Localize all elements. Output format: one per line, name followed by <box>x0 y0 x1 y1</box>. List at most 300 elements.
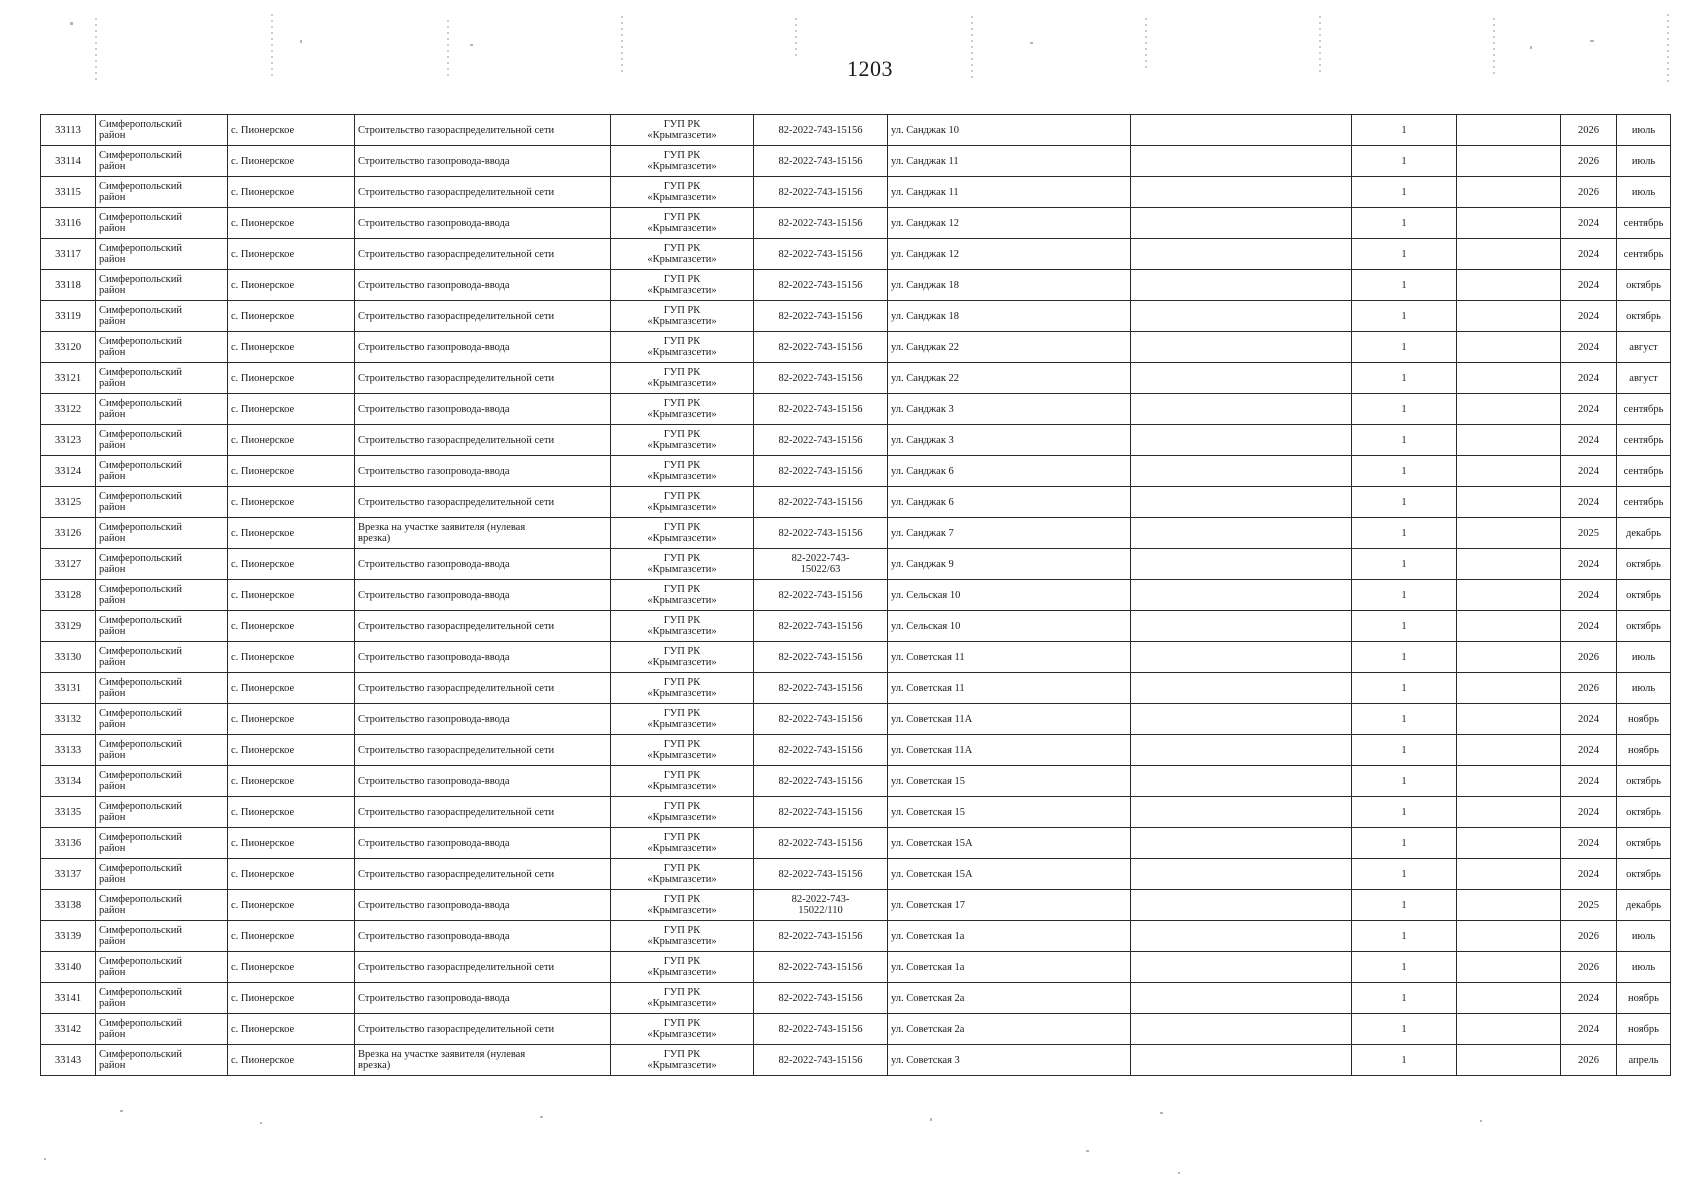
year-cell: 2026 <box>1561 1045 1617 1076</box>
organization-cell-line: «Крымгазсети» <box>647 285 717 296</box>
organization-cell-line: «Крымгазсети» <box>647 440 717 451</box>
settlement-cell: с. Пионерское <box>228 487 355 518</box>
empty-cell <box>1131 797 1352 828</box>
district-cell-line: Симферопольский <box>99 274 182 285</box>
month-cell: декабрь <box>1617 890 1671 921</box>
table-row <box>41 797 1671 828</box>
month-cell: октябрь <box>1617 859 1671 890</box>
work-type-cell-line: Строительство газопровода-ввода <box>358 558 510 570</box>
quantity-cell: 1 <box>1352 735 1457 766</box>
district-cell <box>96 518 228 549</box>
year-cell: 2024 <box>1561 208 1617 239</box>
district-cell <box>96 859 228 890</box>
quantity-cell: 1 <box>1352 549 1457 580</box>
work-type-cell-line: Строительство газопровода-ввода <box>358 713 510 725</box>
settlement-cell: с. Пионерское <box>228 239 355 270</box>
spec-number-cell <box>754 921 888 952</box>
row-number: 33135 <box>41 797 96 828</box>
organization-cell-line: «Крымгазсети» <box>647 626 717 637</box>
spec-number-cell <box>754 549 888 580</box>
settlement-cell: с. Пионерское <box>228 363 355 394</box>
month-cell: ноябрь <box>1617 1014 1671 1045</box>
settlement-cell: с. Пионерское <box>228 1045 355 1076</box>
organization-cell-line: ГУП РК <box>663 677 701 688</box>
spec-number-cell <box>754 456 888 487</box>
row-number: 33114 <box>41 146 96 177</box>
organization-cell-line: «Крымгазсети» <box>647 812 717 823</box>
district-cell-line: Симферопольский <box>99 367 182 378</box>
organization-cell-line: «Крымгазсети» <box>647 874 717 885</box>
district-cell <box>96 270 228 301</box>
organization-cell <box>611 952 754 983</box>
district-cell <box>96 1045 228 1076</box>
year-cell: 2024 <box>1561 549 1617 580</box>
district-cell-line: Симферопольский <box>99 1049 182 1060</box>
address-cell: ул. Санджак 11 <box>888 146 1131 177</box>
month-cell: октябрь <box>1617 270 1671 301</box>
table-row <box>41 177 1671 208</box>
row-number: 33122 <box>41 394 96 425</box>
spec-number-cell-line: 15022/110 <box>798 905 843 916</box>
organization-cell-line: «Крымгазсети» <box>647 998 717 1009</box>
year-cell: 2024 <box>1561 270 1617 301</box>
organization-cell <box>611 115 754 146</box>
empty-cell <box>1131 115 1352 146</box>
work-type-cell-line: Строительство газопровода-ввода <box>358 651 510 663</box>
spec-number-cell-line: 82-2022-743-15156 <box>778 279 863 291</box>
organization-cell-line: «Крымгазсети» <box>647 471 717 482</box>
quantity-cell: 1 <box>1352 580 1457 611</box>
row-number: 33129 <box>41 611 96 642</box>
row-number: 33124 <box>41 456 96 487</box>
work-type-cell <box>355 611 611 642</box>
spec-number-cell <box>754 704 888 735</box>
district-cell-line: Симферопольский <box>99 677 182 688</box>
work-type-cell-line: Строительство газораспределительной сети <box>358 186 555 198</box>
empty-cell <box>1131 704 1352 735</box>
organization-cell-line: «Крымгазсети» <box>647 223 717 234</box>
settlement-cell: с. Пионерское <box>228 456 355 487</box>
settlement-cell: с. Пионерское <box>228 673 355 704</box>
work-type-cell-line: Строительство газопровода-ввода <box>358 341 510 353</box>
work-type-cell <box>355 518 611 549</box>
quantity-cell: 1 <box>1352 518 1457 549</box>
empty-cell <box>1131 673 1352 704</box>
row-number: 33132 <box>41 704 96 735</box>
spec-number-cell-line: 82-2022-743-15156 <box>778 651 863 663</box>
organization-cell-line: ГУП РК <box>663 243 701 254</box>
organization-cell <box>611 487 754 518</box>
district-cell <box>96 425 228 456</box>
organization-cell-line: «Крымгазсети» <box>647 781 717 792</box>
address-cell: ул. Советская 15А <box>888 828 1131 859</box>
empty-cell <box>1131 580 1352 611</box>
month-cell: июль <box>1617 115 1671 146</box>
organization-cell-line: «Крымгазсети» <box>647 502 717 513</box>
organization-cell-line: ГУП РК <box>663 212 701 223</box>
month-cell: октябрь <box>1617 611 1671 642</box>
district-cell <box>96 239 228 270</box>
organization-cell <box>611 673 754 704</box>
empty-cell <box>1457 239 1561 270</box>
quantity-cell: 1 <box>1352 952 1457 983</box>
organization-cell <box>611 828 754 859</box>
organization-cell <box>611 797 754 828</box>
year-cell: 2025 <box>1561 890 1617 921</box>
year-cell: 2024 <box>1561 363 1617 394</box>
district-cell-line: Симферопольский <box>99 1018 182 1029</box>
empty-cell <box>1457 642 1561 673</box>
year-cell: 2024 <box>1561 580 1617 611</box>
year-cell: 2026 <box>1561 115 1617 146</box>
month-cell: сентябрь <box>1617 456 1671 487</box>
district-cell-line: район <box>99 1060 126 1071</box>
year-cell: 2024 <box>1561 704 1617 735</box>
spec-number-cell <box>754 177 888 208</box>
year-cell: 2024 <box>1561 239 1617 270</box>
spec-number-cell <box>754 518 888 549</box>
empty-cell <box>1131 239 1352 270</box>
spec-number-cell-line: 82-2022-743-15156 <box>778 682 863 694</box>
address-cell: ул. Санджак 22 <box>888 363 1131 394</box>
empty-cell <box>1131 394 1352 425</box>
table-row <box>41 270 1671 301</box>
empty-cell <box>1131 549 1352 580</box>
table-row <box>41 208 1671 239</box>
address-cell: ул. Советская 15А <box>888 859 1131 890</box>
row-number: 33119 <box>41 301 96 332</box>
spec-number-cell-line: 82-2022-743-15156 <box>778 961 863 973</box>
quantity-cell: 1 <box>1352 301 1457 332</box>
address-cell: ул. Советская 2а <box>888 1014 1131 1045</box>
district-cell-line: район <box>99 998 126 1009</box>
organization-cell <box>611 580 754 611</box>
address-cell: ул. Санджак 10 <box>888 115 1131 146</box>
work-type-cell-line: Строительство газораспределительной сети <box>358 961 555 973</box>
settlement-cell: с. Пионерское <box>228 642 355 673</box>
district-cell-line: Симферопольский <box>99 770 182 781</box>
spec-number-cell-line: 82-2022-743-15156 <box>778 713 863 725</box>
settlement-cell: с. Пионерское <box>228 735 355 766</box>
quantity-cell: 1 <box>1352 828 1457 859</box>
row-number: 33121 <box>41 363 96 394</box>
spec-number-cell <box>754 983 888 1014</box>
organization-cell-line: ГУП РК <box>663 305 701 316</box>
organization-cell-line: «Крымгазсети» <box>647 347 717 358</box>
settlement-cell: с. Пионерское <box>228 704 355 735</box>
district-cell <box>96 1014 228 1045</box>
district-cell-line: район <box>99 812 126 823</box>
address-cell: ул. Советская 1а <box>888 952 1131 983</box>
spec-number-cell <box>754 1014 888 1045</box>
row-number: 33140 <box>41 952 96 983</box>
district-cell-line: Симферопольский <box>99 832 182 843</box>
empty-cell <box>1131 611 1352 642</box>
work-type-cell <box>355 425 611 456</box>
month-cell: сентябрь <box>1617 487 1671 518</box>
district-cell-line: район <box>99 533 126 544</box>
quantity-cell: 1 <box>1352 332 1457 363</box>
table-row <box>41 1014 1671 1045</box>
work-type-cell-line: врезка) <box>358 533 391 544</box>
organization-cell-line: ГУП РК <box>663 398 701 409</box>
district-cell-line: Симферопольский <box>99 925 182 936</box>
organization-cell-line: ГУП РК <box>663 925 701 936</box>
address-cell: ул. Советская 3 <box>888 1045 1131 1076</box>
work-type-cell <box>355 797 611 828</box>
work-type-cell-line: Строительство газопровода-ввода <box>358 403 510 415</box>
settlement-cell: с. Пионерское <box>228 921 355 952</box>
work-type-cell-line: Строительство газопровода-ввода <box>358 992 510 1004</box>
empty-cell <box>1131 487 1352 518</box>
organization-cell-line: «Крымгазсети» <box>647 564 717 575</box>
spec-number-cell <box>754 797 888 828</box>
work-type-cell-line: Строительство газопровода-ввода <box>358 589 510 601</box>
empty-cell <box>1457 177 1561 208</box>
district-cell <box>96 115 228 146</box>
spec-number-cell-line: 82-2022-743-15156 <box>778 806 863 818</box>
month-cell: сентябрь <box>1617 425 1671 456</box>
district-cell <box>96 735 228 766</box>
organization-cell <box>611 1014 754 1045</box>
organization-cell-line: ГУП РК <box>663 336 701 347</box>
table-row <box>41 487 1671 518</box>
empty-cell <box>1457 487 1561 518</box>
work-type-cell <box>355 239 611 270</box>
table-row <box>41 239 1671 270</box>
month-cell: октябрь <box>1617 301 1671 332</box>
spec-number-cell-line: 82-2022-743-15156 <box>778 744 863 756</box>
row-number: 33139 <box>41 921 96 952</box>
district-cell-line: район <box>99 750 126 761</box>
quantity-cell: 1 <box>1352 673 1457 704</box>
spec-number-cell <box>754 363 888 394</box>
table-row <box>41 394 1671 425</box>
month-cell: октябрь <box>1617 580 1671 611</box>
month-cell: октябрь <box>1617 549 1671 580</box>
quantity-cell: 1 <box>1352 363 1457 394</box>
address-cell: ул. Санджак 18 <box>888 301 1131 332</box>
table-row <box>41 735 1671 766</box>
settlement-cell: с. Пионерское <box>228 952 355 983</box>
work-type-cell-line: Строительство газораспределительной сети <box>358 744 555 756</box>
district-cell-line: район <box>99 347 126 358</box>
empty-cell <box>1457 456 1561 487</box>
quantity-cell: 1 <box>1352 115 1457 146</box>
year-cell: 2024 <box>1561 983 1617 1014</box>
district-cell-line: Симферопольский <box>99 181 182 192</box>
address-cell: ул. Санджак 3 <box>888 394 1131 425</box>
empty-cell <box>1131 456 1352 487</box>
organization-cell <box>611 208 754 239</box>
work-type-cell-line: Строительство газораспределительной сети <box>358 434 555 446</box>
work-type-cell-line: Строительство газораспределительной сети <box>358 372 555 384</box>
organization-cell-line: ГУП РК <box>663 770 701 781</box>
row-number: 33143 <box>41 1045 96 1076</box>
organization-cell <box>611 859 754 890</box>
district-cell-line: район <box>99 161 126 172</box>
district-cell <box>96 890 228 921</box>
spec-number-cell <box>754 239 888 270</box>
district-cell-line: район <box>99 905 126 916</box>
spec-number-cell-line: 82-2022-743-15156 <box>778 341 863 353</box>
work-type-cell <box>355 1045 611 1076</box>
district-cell <box>96 611 228 642</box>
work-type-cell-line: Строительство газораспределительной сети <box>358 310 555 322</box>
district-cell-line: район <box>99 502 126 513</box>
spec-number-cell-line: 82-2022-743-15156 <box>778 217 863 229</box>
spec-number-cell <box>754 208 888 239</box>
quantity-cell: 1 <box>1352 487 1457 518</box>
district-cell-line: район <box>99 130 126 141</box>
empty-cell <box>1457 363 1561 394</box>
district-cell-line: район <box>99 595 126 606</box>
table-row <box>41 859 1671 890</box>
month-cell: июль <box>1617 642 1671 673</box>
address-cell: ул. Советская 11 <box>888 673 1131 704</box>
spec-number-cell-line: 82-2022-743-15156 <box>778 465 863 477</box>
row-number: 33125 <box>41 487 96 518</box>
settlement-cell: с. Пионерское <box>228 859 355 890</box>
empty-cell <box>1457 115 1561 146</box>
month-cell: июль <box>1617 146 1671 177</box>
empty-cell <box>1457 270 1561 301</box>
address-cell: ул. Сельская 10 <box>888 611 1131 642</box>
spec-number-cell <box>754 146 888 177</box>
empty-cell <box>1457 766 1561 797</box>
year-cell: 2026 <box>1561 146 1617 177</box>
work-type-cell-line: Строительство газопровода-ввода <box>358 899 510 911</box>
quantity-cell: 1 <box>1352 766 1457 797</box>
organization-cell-line: ГУП РК <box>663 739 701 750</box>
district-cell <box>96 177 228 208</box>
work-type-cell <box>355 332 611 363</box>
organization-cell-line: «Крымгазсети» <box>647 192 717 203</box>
work-type-cell <box>355 270 611 301</box>
organization-cell-line: ГУП РК <box>663 119 701 130</box>
organization-cell-line: ГУП РК <box>663 801 701 812</box>
empty-cell <box>1457 952 1561 983</box>
settlement-cell: с. Пионерское <box>228 766 355 797</box>
row-number: 33134 <box>41 766 96 797</box>
settlement-cell: с. Пионерское <box>228 177 355 208</box>
empty-cell <box>1131 642 1352 673</box>
empty-cell <box>1457 611 1561 642</box>
year-cell: 2024 <box>1561 828 1617 859</box>
month-cell: ноябрь <box>1617 983 1671 1014</box>
district-cell-line: Симферопольский <box>99 801 182 812</box>
row-number: 33142 <box>41 1014 96 1045</box>
settlement-cell: с. Пионерское <box>228 115 355 146</box>
organization-cell <box>611 890 754 921</box>
work-type-cell-line: Строительство газопровода-ввода <box>358 837 510 849</box>
organization-cell-line: ГУП РК <box>663 646 701 657</box>
work-type-cell-line: Врезка на участке заявителя (нулевая <box>358 1049 526 1060</box>
spec-number-cell-line: 82-2022-743-15156 <box>778 620 863 632</box>
organization-cell <box>611 177 754 208</box>
organization-cell-line: «Крымгазсети» <box>647 161 717 172</box>
district-cell <box>96 363 228 394</box>
empty-cell <box>1457 301 1561 332</box>
table-row <box>41 766 1671 797</box>
address-cell: ул. Санджак 6 <box>888 487 1131 518</box>
organization-cell <box>611 983 754 1014</box>
district-cell-line: район <box>99 223 126 234</box>
spec-number-cell-line: 82-2022-743-15156 <box>778 775 863 787</box>
work-type-cell-line: Строительство газораспределительной сети <box>358 806 555 818</box>
settlement-cell: с. Пионерское <box>228 270 355 301</box>
district-cell-line: район <box>99 192 126 203</box>
organization-cell-line: «Крымгазсети» <box>647 1060 717 1071</box>
spec-number-cell-line: 82-2022-743-15156 <box>778 837 863 849</box>
district-cell-line: Симферопольский <box>99 739 182 750</box>
table-row <box>41 704 1671 735</box>
work-type-cell <box>355 766 611 797</box>
organization-cell <box>611 270 754 301</box>
work-type-cell-line: Строительство газораспределительной сети <box>358 868 555 880</box>
work-type-cell <box>355 456 611 487</box>
district-cell <box>96 332 228 363</box>
spec-number-cell-line: 82-2022-743-15156 <box>778 310 863 322</box>
spec-number-cell-line: 82-2022-743-15156 <box>778 186 863 198</box>
address-cell: ул. Советская 15 <box>888 766 1131 797</box>
quantity-cell: 1 <box>1352 859 1457 890</box>
row-number: 33138 <box>41 890 96 921</box>
organization-cell-line: «Крымгазсети» <box>647 967 717 978</box>
spec-number-cell-line: 82-2022-743-15156 <box>778 992 863 1004</box>
empty-cell <box>1131 270 1352 301</box>
year-cell: 2024 <box>1561 456 1617 487</box>
empty-cell <box>1457 797 1561 828</box>
work-type-cell <box>355 394 611 425</box>
district-cell-line: Симферопольский <box>99 212 182 223</box>
empty-cell <box>1131 828 1352 859</box>
district-cell <box>96 673 228 704</box>
work-type-cell-line: Строительство газопровода-ввода <box>358 155 510 167</box>
empty-cell <box>1131 208 1352 239</box>
address-cell: ул. Советская 11А <box>888 735 1131 766</box>
district-cell <box>96 146 228 177</box>
district-cell-line: район <box>99 564 126 575</box>
address-cell: ул. Санджак 18 <box>888 270 1131 301</box>
organization-cell-line: ГУП РК <box>663 491 701 502</box>
empty-cell <box>1457 983 1561 1014</box>
table-row <box>41 611 1671 642</box>
address-cell: ул. Советская 17 <box>888 890 1131 921</box>
organization-cell-line: ГУП РК <box>663 708 701 719</box>
work-type-cell-line: Строительство газопровода-ввода <box>358 217 510 229</box>
empty-cell <box>1131 735 1352 766</box>
settlement-cell: с. Пионерское <box>228 425 355 456</box>
empty-cell <box>1457 208 1561 239</box>
organization-cell <box>611 456 754 487</box>
work-type-cell-line: Строительство газораспределительной сети <box>358 1023 555 1035</box>
quantity-cell: 1 <box>1352 456 1457 487</box>
spec-number-cell-line: 82-2022-743-15156 <box>778 1054 863 1066</box>
empty-cell <box>1131 332 1352 363</box>
row-number: 33120 <box>41 332 96 363</box>
quantity-cell: 1 <box>1352 239 1457 270</box>
district-cell <box>96 208 228 239</box>
district-cell-line: Симферопольский <box>99 646 182 657</box>
address-cell: ул. Советская 11 <box>888 642 1131 673</box>
organization-cell-line: ГУП РК <box>663 987 701 998</box>
quantity-cell: 1 <box>1352 1045 1457 1076</box>
organization-cell-line: ГУП РК <box>663 1049 701 1060</box>
organization-cell-line: ГУП РК <box>663 553 701 564</box>
empty-cell <box>1457 518 1561 549</box>
district-cell <box>96 580 228 611</box>
